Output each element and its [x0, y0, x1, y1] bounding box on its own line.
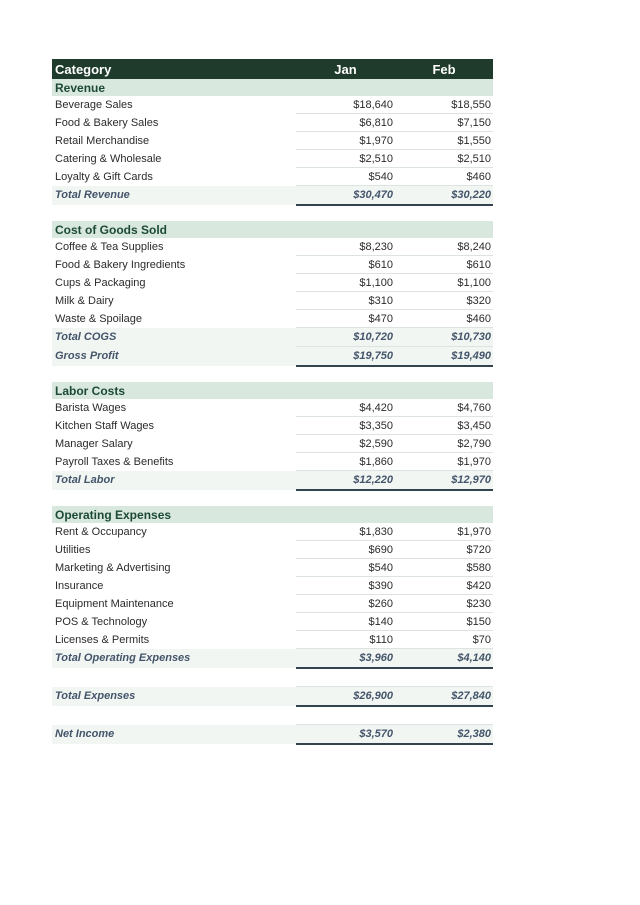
spacer-cell	[52, 490, 493, 506]
row-label: Food & Bakery Ingredients	[55, 258, 186, 271]
summary-row	[52, 725, 493, 745]
section-title: Revenue	[52, 79, 493, 96]
jan-value: $2,590	[296, 435, 395, 453]
feb-value: $230	[395, 595, 493, 613]
section-header-row	[52, 382, 493, 399]
section-header-row	[52, 506, 493, 523]
table-row	[52, 559, 493, 577]
spacer-cell	[52, 668, 296, 687]
row-label: Milk & Dairy	[55, 294, 114, 307]
table-row	[52, 132, 493, 150]
feb-value: $2,790	[395, 435, 493, 453]
jan-value: $3,960	[296, 649, 395, 669]
feb-value: $1,970	[395, 523, 493, 541]
feb-value: $1,100	[395, 274, 493, 292]
row-label: Total Expenses	[52, 687, 296, 707]
spacer-row	[52, 706, 493, 725]
jan-value: $470	[296, 310, 395, 328]
feb-value: $4,140	[395, 649, 493, 669]
table-row	[52, 523, 493, 541]
row-label: Gross Profit	[52, 347, 296, 367]
feb-value: $7,150	[395, 114, 493, 132]
jan-value: $690	[296, 541, 395, 559]
table-row	[52, 577, 493, 595]
row-label: Total Labor	[52, 471, 296, 491]
section-title: Cost of Goods Sold	[52, 221, 493, 238]
column-header-category: Category	[52, 59, 296, 79]
row-label: Licenses & Permits	[55, 633, 150, 646]
feb-value: $580	[395, 559, 493, 577]
column-header-feb: Feb	[395, 59, 493, 79]
feb-value: $420	[395, 577, 493, 595]
row-label: Total Operating Expenses	[52, 649, 296, 669]
feb-value: $8,240	[395, 238, 493, 256]
jan-value: $260	[296, 595, 395, 613]
jan-value: $10,720	[296, 328, 395, 347]
table-row	[52, 417, 493, 435]
section-title: Operating Expenses	[52, 506, 493, 523]
row-label: Food & Bakery Sales	[55, 116, 159, 129]
spacer-cell	[52, 366, 493, 382]
table-row	[52, 150, 493, 168]
spacer-row	[52, 668, 493, 687]
spacer-row	[52, 366, 493, 382]
column-header-jan: Jan	[296, 59, 395, 79]
feb-value: $610	[395, 256, 493, 274]
jan-value: $30,470	[296, 186, 395, 206]
feb-value: $70	[395, 631, 493, 649]
jan-value: $610	[296, 256, 395, 274]
jan-value: $3,570	[296, 725, 395, 745]
table-row	[52, 292, 493, 310]
jan-value: $3,350	[296, 417, 395, 435]
jan-value: $1,830	[296, 523, 395, 541]
table-header-row	[52, 59, 493, 79]
feb-value: $720	[395, 541, 493, 559]
row-label: Catering & Wholesale	[55, 152, 162, 165]
jan-value: $540	[296, 559, 395, 577]
table-row	[52, 274, 493, 292]
table-row	[52, 114, 493, 132]
table-row	[52, 453, 493, 471]
row-label: Manager Salary	[55, 437, 133, 450]
spacer-cell	[395, 668, 493, 687]
table-row	[52, 613, 493, 631]
row-label: Insurance	[55, 579, 104, 592]
section-title: Labor Costs	[52, 382, 493, 399]
row-label: Loyalty & Gift Cards	[55, 170, 153, 183]
jan-value: $390	[296, 577, 395, 595]
section-header-row	[52, 221, 493, 238]
feb-value: $4,760	[395, 399, 493, 417]
feb-value: $30,220	[395, 186, 493, 206]
jan-value: $12,220	[296, 471, 395, 491]
spacer-cell	[52, 706, 296, 725]
summary-row	[52, 687, 493, 707]
feb-value: $18,550	[395, 96, 493, 114]
row-label: Beverage Sales	[55, 98, 133, 111]
jan-value: $26,900	[296, 687, 395, 707]
table-row	[52, 435, 493, 453]
row-label: Payroll Taxes & Benefits	[55, 455, 174, 468]
feb-value: $19,490	[395, 347, 493, 367]
feb-value: $10,730	[395, 328, 493, 347]
section-header-row	[52, 79, 493, 96]
jan-value: $19,750	[296, 347, 395, 367]
spacer-cell	[296, 706, 395, 725]
jan-value: $140	[296, 613, 395, 631]
row-label: Kitchen Staff Wages	[55, 419, 155, 432]
table-row	[52, 541, 493, 559]
row-label: Total COGS	[52, 328, 296, 347]
jan-value: $110	[296, 631, 395, 649]
spacer-row	[52, 490, 493, 506]
jan-value: $1,100	[296, 274, 395, 292]
row-label: Barista Wages	[55, 401, 127, 414]
table-row	[52, 238, 493, 256]
jan-value: $6,810	[296, 114, 395, 132]
table-row	[52, 168, 493, 186]
row-label: Rent & Occupancy	[55, 525, 147, 538]
total-row	[52, 186, 493, 206]
feb-value: $2,510	[395, 150, 493, 168]
row-label: Net Income	[52, 725, 296, 745]
spacer-cell	[395, 706, 493, 725]
feb-value: $12,970	[395, 471, 493, 491]
jan-value: $1,860	[296, 453, 395, 471]
total-row	[52, 328, 493, 347]
total-row	[52, 347, 493, 367]
total-row	[52, 471, 493, 491]
jan-value: $2,510	[296, 150, 395, 168]
pnl-table	[52, 59, 493, 745]
table-row	[52, 399, 493, 417]
jan-value: $1,970	[296, 132, 395, 150]
jan-value: $310	[296, 292, 395, 310]
jan-value: $18,640	[296, 96, 395, 114]
spacer-cell	[52, 205, 493, 221]
table-row	[52, 310, 493, 328]
row-label: POS & Technology	[55, 615, 148, 628]
jan-value: $540	[296, 168, 395, 186]
feb-value: $150	[395, 613, 493, 631]
feb-value: $1,970	[395, 453, 493, 471]
row-label: Equipment Maintenance	[55, 597, 174, 610]
jan-value: $4,420	[296, 399, 395, 417]
row-label: Utilities	[55, 543, 91, 556]
feb-value: $2,380	[395, 725, 493, 745]
table-row	[52, 595, 493, 613]
feb-value: $460	[395, 168, 493, 186]
total-row	[52, 649, 493, 669]
feb-value: $460	[395, 310, 493, 328]
pnl-table-body	[52, 79, 493, 744]
table-row	[52, 256, 493, 274]
spacer-cell	[296, 668, 395, 687]
feb-value: $320	[395, 292, 493, 310]
feb-value: $27,840	[395, 687, 493, 707]
feb-value: $3,450	[395, 417, 493, 435]
row-label: Total Revenue	[52, 186, 296, 206]
table-row	[52, 631, 493, 649]
row-label: Coffee & Tea Supplies	[55, 240, 164, 253]
row-label: Retail Merchandise	[55, 134, 150, 147]
row-label: Cups & Packaging	[55, 276, 146, 289]
spacer-row	[52, 205, 493, 221]
feb-value: $1,550	[395, 132, 493, 150]
row-label: Waste & Spoilage	[55, 312, 143, 325]
row-label: Marketing & Advertising	[55, 561, 171, 574]
table-row	[52, 96, 493, 114]
jan-value: $8,230	[296, 238, 395, 256]
